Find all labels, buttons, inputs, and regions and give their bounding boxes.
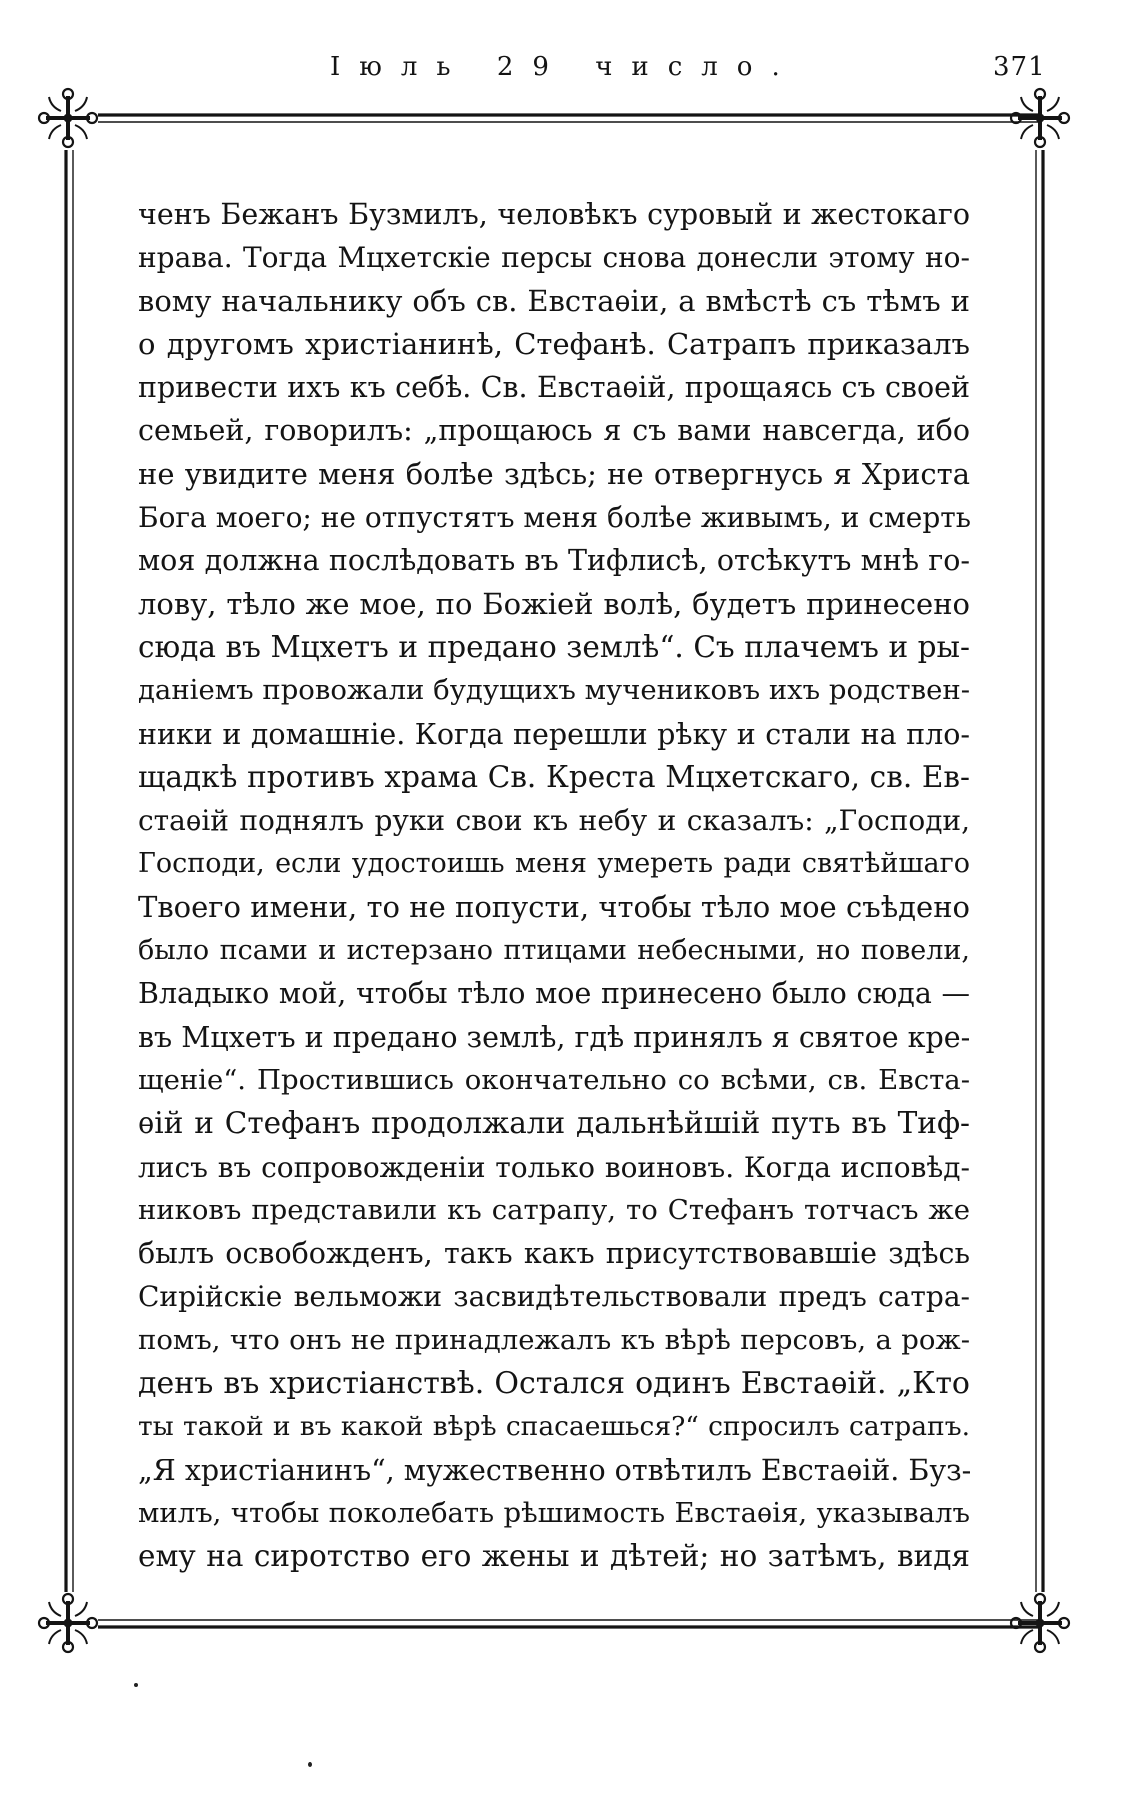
text-line: вому начальнику объ св. Евстаѳіи, а вмѣстѣ съ тѣмъ и xyxy=(138,283,970,318)
text-line: Владыко мой, чтобы тѣло мое принесено было сюда — xyxy=(138,977,970,1011)
text-line: ченъ Бежанъ Бузмилъ, человѣкъ суровый и жестокаго xyxy=(138,198,970,231)
text-line: сюда въ Мцхетъ и предано землѣ“. Съ плачемъ и ры- xyxy=(138,629,970,664)
text-line: ѳій и Стефанъ продолжали дальнѣйшій путь въ Тиф- xyxy=(138,1106,970,1141)
text-line: ты такой и въ какой вѣрѣ спасаешься?“ спросилъ сатрапъ. xyxy=(138,1411,970,1443)
text-line: о другомъ христіанинѣ, Стефанѣ. Сатрапъ приказалъ xyxy=(138,326,970,361)
text-line: никовъ представили къ сатрапу, то Стефанъ тотчасъ же xyxy=(138,1193,970,1226)
page-number: 371 xyxy=(993,52,1046,82)
corner-cross-ornament-top-right xyxy=(1011,89,1069,147)
running-title: Іюль 29 число. xyxy=(330,52,799,82)
body-text xyxy=(138,193,970,1579)
text-line: ему на сиротство его жены и дѣтей; но затѣмъ, видя xyxy=(138,1539,970,1574)
text-line: Господи, если удостоишь меня умереть ради святѣйшаго xyxy=(138,848,970,880)
text-line: лову, тѣло же мое, по Божіей волѣ, будетъ принесено xyxy=(138,586,970,621)
text-line: нрава. Тогда Мцхетскіе персы снова донесли этому но- xyxy=(138,241,970,275)
text-line: семьей, говорилъ: „прощаюсь я съ вами навсегда, ибо xyxy=(138,414,970,448)
text-line: привести ихъ къ себѣ. Св. Евстаѳій, прощаясь съ своей xyxy=(138,371,970,405)
text-line: въ Мцхетъ и предано землѣ, гдѣ принялъ я святое кре- xyxy=(138,1020,971,1054)
text-line: Твоего имени, то не попусти, чтобы тѣло мое съѣдено xyxy=(138,889,970,924)
text-line: даніемъ провожали будущихъ мучениковъ ихъ родствен- xyxy=(138,674,970,707)
text-line: Сирійскіе вельможи засвидѣтельствовали предъ сатра- xyxy=(138,1280,970,1314)
text-line: было псами и истерзано птицами небесными, но повели, xyxy=(138,935,970,967)
corner-cross-ornament-bottom-right xyxy=(1011,1594,1069,1652)
paper-speck xyxy=(134,1683,138,1687)
text-line: „Я христіанинъ“, мужественно отвѣтилъ Евстаѳій. Буз- xyxy=(138,1453,972,1487)
text-line: помъ, что онъ не принадлежалъ къ вѣрѣ персовъ, а рож- xyxy=(138,1323,970,1356)
text-line: Бога моего; не отпустятъ меня болѣе живымъ, и смерть xyxy=(138,501,971,535)
text-line: моя должна послѣдовать въ Тифлисѣ, отсѣкутъ мнѣ го- xyxy=(138,544,970,578)
corner-cross-ornament-top-left xyxy=(39,89,97,147)
text-line: щеніе“. Простившись окончательно со всѣми, св. Евста- xyxy=(138,1063,970,1096)
text-line: не увидите меня болѣе здѣсь; не отвергнусь я Христа xyxy=(138,456,970,491)
paper-speck xyxy=(308,1762,312,1767)
text-line: щадкѣ противъ храма Св. Креста Мцхетскаго, св. Ев- xyxy=(138,759,970,794)
text-line: былъ освобожденъ, такъ какъ присутствовавшіе здѣсь xyxy=(138,1237,970,1271)
text-line: стаѳій поднялъ руки свои къ небу и сказалъ: „Господи, xyxy=(138,804,970,838)
text-line: денъ въ христіанствѣ. Остался одинъ Евстаѳій. „Кто xyxy=(138,1366,970,1402)
text-line: милъ, чтобы поколебать рѣшимость Евстаѳія, указывалъ xyxy=(138,1496,970,1529)
text-line: ники и домашніе. Когда перешли рѣку и стали на пло- xyxy=(138,717,970,751)
text-line: лисъ въ сопровожденіи только воиновъ. Когда исповѣд- xyxy=(138,1150,970,1184)
corner-cross-ornament-bottom-left xyxy=(39,1594,97,1652)
